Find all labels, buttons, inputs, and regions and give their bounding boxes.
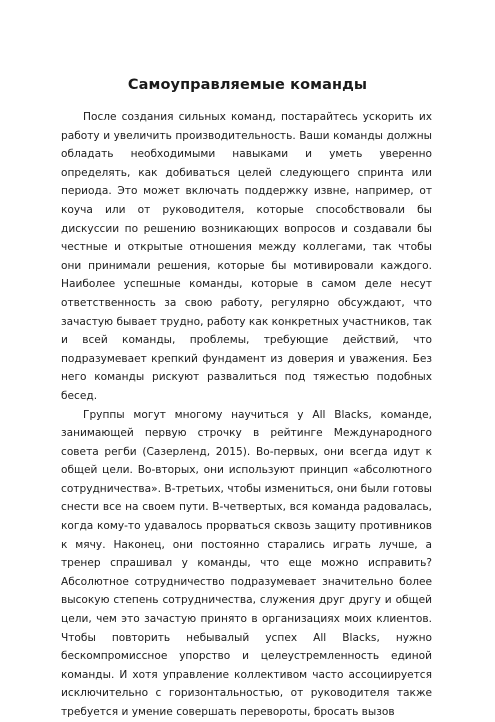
body-text (61, 108, 432, 722)
paragraph-teams: После создания сильных команд, постарайтесь ускорить их работу и увеличить производительность. Ваши команды должны обладать необходимыми навыками и уметь уверенно определять, как добиваться целей следующего спринта или периода. Это может включать поддержку извне, например, от коуча или от руководителя, которые способствовали бы дискуссии по решению возникающих вопросов и создавали бы честные и открытые отношения между коллегами, так чтобы они принимали решения, которые бы мотивировали каждого. Наиболее успешные команды, которые в самом деле несут ответственность за свою работу, регулярно обсуждают, что зачастую бывает трудно, работу как конкретных участников, так и всей команды, проблемы, требующие действий, что подразумевает крепкий фундамент из доверия и уважения. Без него команды рискуют развалиться под тяжестью подобных бесед. (61, 111, 432, 402)
section-title: Самоуправляемые команды (127, 77, 368, 93)
paragraph-all-blacks: Группы могут многому научиться у All Blacks, команде, занимающей первую строчку в рейтинге Международного совета регби (Сазерленд, 2015). Во-первых, они всегда идут к общей цели. Во-вторых, они используют принцип «абсолютного сотрудничества». В-третьих, чтобы измениться, они были готовы снести все на своем пути. В-четвертых, вся команда радовалась, когда кому-то удавалось прорваться сквозь защиту противников к мячу. Наконец, они постоянно старались играть лучше, а тренер спрашивал у команды, что еще можно исправить? Абсолютное сотрудничество подразумевает значительно более высокую степень сотрудничества, служения друг другу и общей цели, чем это зачастую принято в организациях моих клиентов. Чтобы повторить небывалый успех All Blacks, нужно бескомпромиссное упорство и целеустремленность единой команды. И хотя управление коллективом часто ассоциируется исключительно с горизонтальностью, от руководителя также требуется и умение совершать перевороты, бросать вызов (61, 408, 432, 718)
